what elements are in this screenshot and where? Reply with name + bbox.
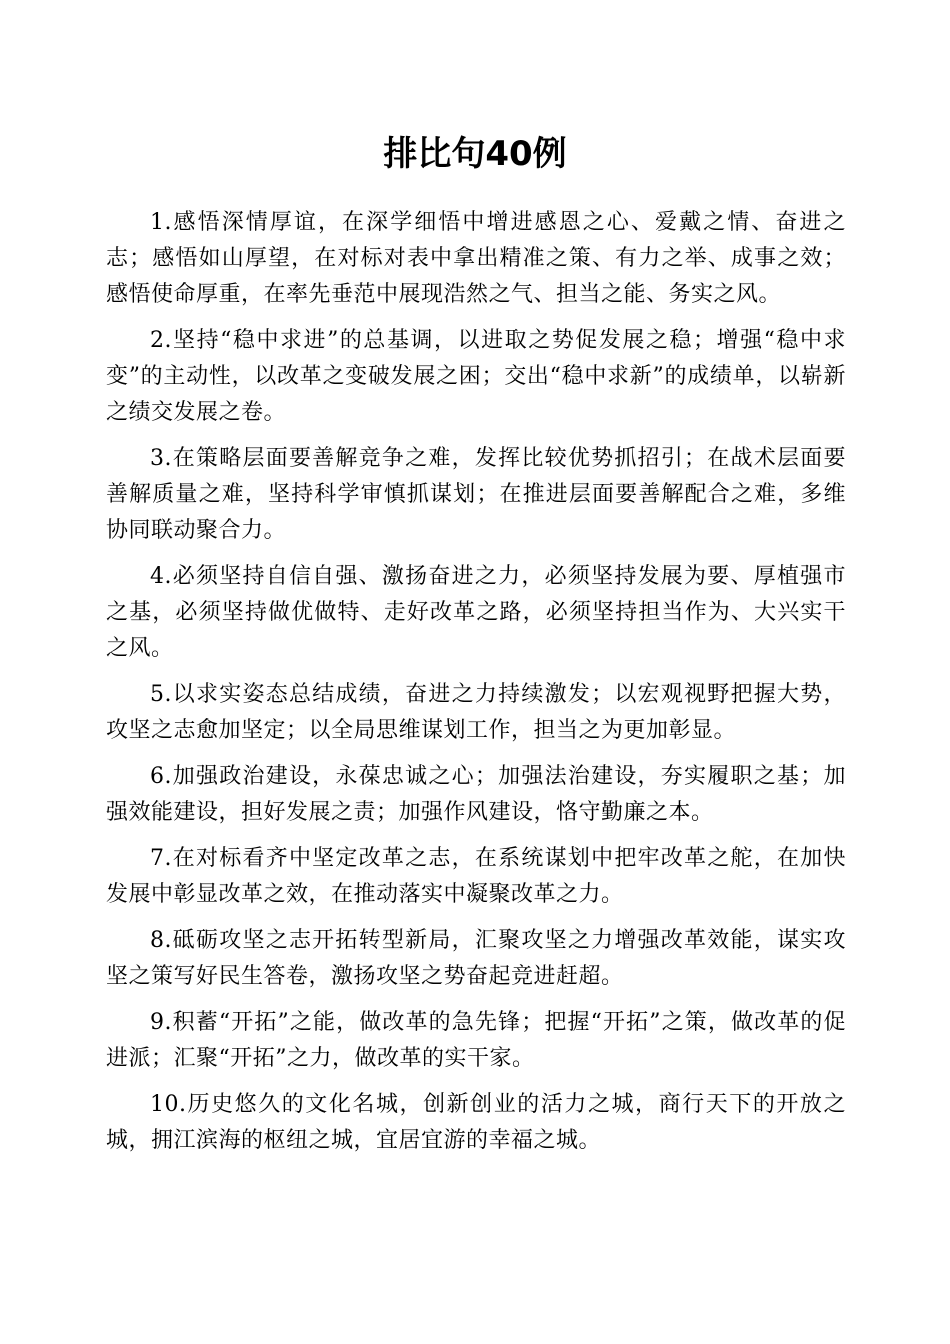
paragraph-1: 1.感悟深情厚谊，在深学细悟中增进感恩之心、爱戴之情、奋进之志；感悟如山厚望，在对标对表中拿出精准之策、有力之举、成事之效；感悟使命厚重，在率先垂范中展现浩然之气、担当之能、务实之风。 (106, 210, 846, 307)
document-body (106, 205, 846, 1169)
paragraph-4: 4.必须坚持自信自强、激扬奋进之力，必须坚持发展为要、厚植强市之基，必须坚持做优做特、走好改革之路，必须坚持担当作为、大兴实干之风。 (106, 564, 846, 661)
paragraph-9: 9.积蓄“开拓”之能，做改革的急先锋；把握“开拓”之策，做改革的促进派；汇聚“开拓”之力，做改革的实干家。 (106, 1010, 846, 1071)
paragraph-10: 10.历史悠久的文化名城，创新创业的活力之城，商行天下的开放之城，拥江滨海的枢纽之城，宜居宜游的幸福之城。 (106, 1092, 846, 1153)
paragraph-2: 2.坚持“稳中求进”的总基调，以进取之势促发展之稳；增强“稳中求变”的主动性，以改革之变破发展之困；交出“稳中求新”的成绩单，以崭新之绩交发展之卷。 (106, 328, 846, 425)
paragraph-6: 6.加强政治建设，永葆忠诚之心；加强法治建设，夯实履职之基；加强效能建设，担好发展之责；加强作风建设，恪守勤廉之本。 (106, 764, 846, 825)
paragraph-5: 5.以求实姿态总结成绩，奋进之力持续激发；以宏观视野把握大势，攻坚之志愈加坚定；以全局思维谋划工作，担当之为更加彰显。 (106, 682, 846, 743)
document-title: 排比句40例 (383, 134, 567, 174)
paragraph-7: 7.在对标看齐中坚定改革之志，在系统谋划中把牢改革之舵，在加快发展中彰显改革之效，在推动落实中凝聚改革之力。 (106, 846, 846, 907)
paragraph-3: 3.在策略层面要善解竞争之难，发挥比较优势抓招引；在战术层面要善解质量之难，坚持科学审慎抓谋划；在推进层面要善解配合之难，多维协同联动聚合力。 (106, 446, 846, 543)
paragraph-8: 8.砥砺攻坚之志开拓转型新局，汇聚攻坚之力增强改革效能，谋实攻坚之策写好民生答卷，激扬攻坚之势奋起竞进赶超。 (106, 928, 846, 989)
